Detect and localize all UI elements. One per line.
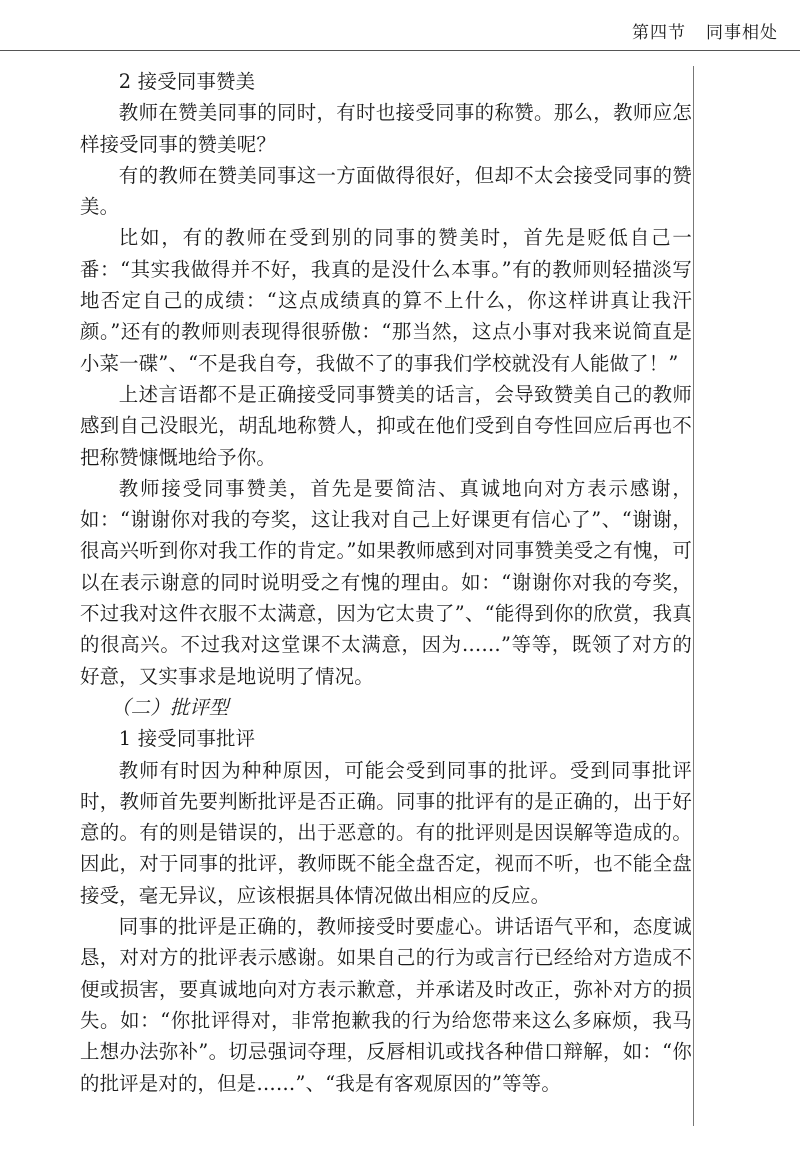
paragraph-4: 上述言语都不是正确接受同事赞美的话言，会导致赞美自己的教师感到自己没眼光，胡乱地称赞人，抑或在他们受到自夸性回应后再也不把称赞慷慨地给予你。 — [80, 382, 692, 469]
header-section: 第四节 — [632, 23, 686, 43]
paragraph-6: 教师有时因为种种原因，可能会受到同事的批评。受到同事批评时，教师首先要判断批评是否正确。同事的批评有的是正确的，出于好意的。有的则是错误的，出于恶意的。有的批评则是因误解等造成的。因此，对于同事的批评，教师既不能全盘否定，视而不听，也不能全盘接受，毫无异议，应该根据具体情况做出相应的反应。 — [80, 758, 692, 907]
section-heading-criticism: （二）批评型 — [111, 695, 229, 719]
paragraph-1: 教师在赞美同事的同时，有时也接受同事的称赞。那么，教师应怎样接受同事的赞美呢？ — [80, 101, 692, 156]
body-text — [80, 66, 692, 1099]
subheading-accept-praise: 2 接受同事赞美 — [118, 70, 256, 93]
paragraph-2: 有的教师在赞美同事这一方面做得很好，但却不太会接受同事的赞美。 — [80, 163, 692, 219]
paragraph-5: 教师接受同事赞美，首先是要简洁、真诚地向对方表示感谢，如：“谢谢你对我的夸奖，这让我对自己上好课更有信心了”、“谢谢，很高兴听到你对我工作的肯定。”如果教师感到对同事赞美受之有愧，可以在表示谢意的同时说明受之有愧的理由。如：“谢谢你对我的夸奖，不过我对这件衣服不太满意，因为它太贵了”、“能得到你的欣赏，我真的很高兴。不过我对这堂课不太满意，因为……”等等，既领了对方的好意，又实事求是地说明了情况。 — [80, 476, 692, 688]
header-rule — [0, 50, 800, 51]
paragraph-7: 同事的批评是正确的，教师接受时要虚心。讲话语气平和，态度诚恳，对对方的批评表示感谢。如果自己的行为或言行已经给对方造成不便或损害，要真诚地向对方表示歉意，并承诺及时改正，弥补对方的损失。如：“你批评得对，非常抱歉我的行为给您带来这么多麻烦，我马上想办法弥补”。切忌强词夺理，反唇相讥或找各种借口辩解，如：“你的批评是对的，但是……”、“我是有客观原因的”等等。 — [80, 915, 692, 1095]
subheading-accept-criticism: 1 接受同事批评 — [118, 727, 256, 751]
running-header — [632, 18, 778, 43]
paragraph-3: 比如，有的教师在受到别的同事的赞美时，首先是贬低自己一番：“其实我做得并不好，我真的是没什么本事。”有的教师则轻描淡写地否定自己的成绩：“这点成绩真的算不上什么，你这样讲真让我汗颜。”还有的教师则表现得很骄傲：“那当然，这点小事对我来说简直是小菜一碟”、“不是我自夸，我做不了的事我们学校就没有人能做了！” — [80, 226, 692, 375]
header-title: 同事相处 — [706, 23, 778, 43]
margin-rule — [693, 66, 694, 1126]
